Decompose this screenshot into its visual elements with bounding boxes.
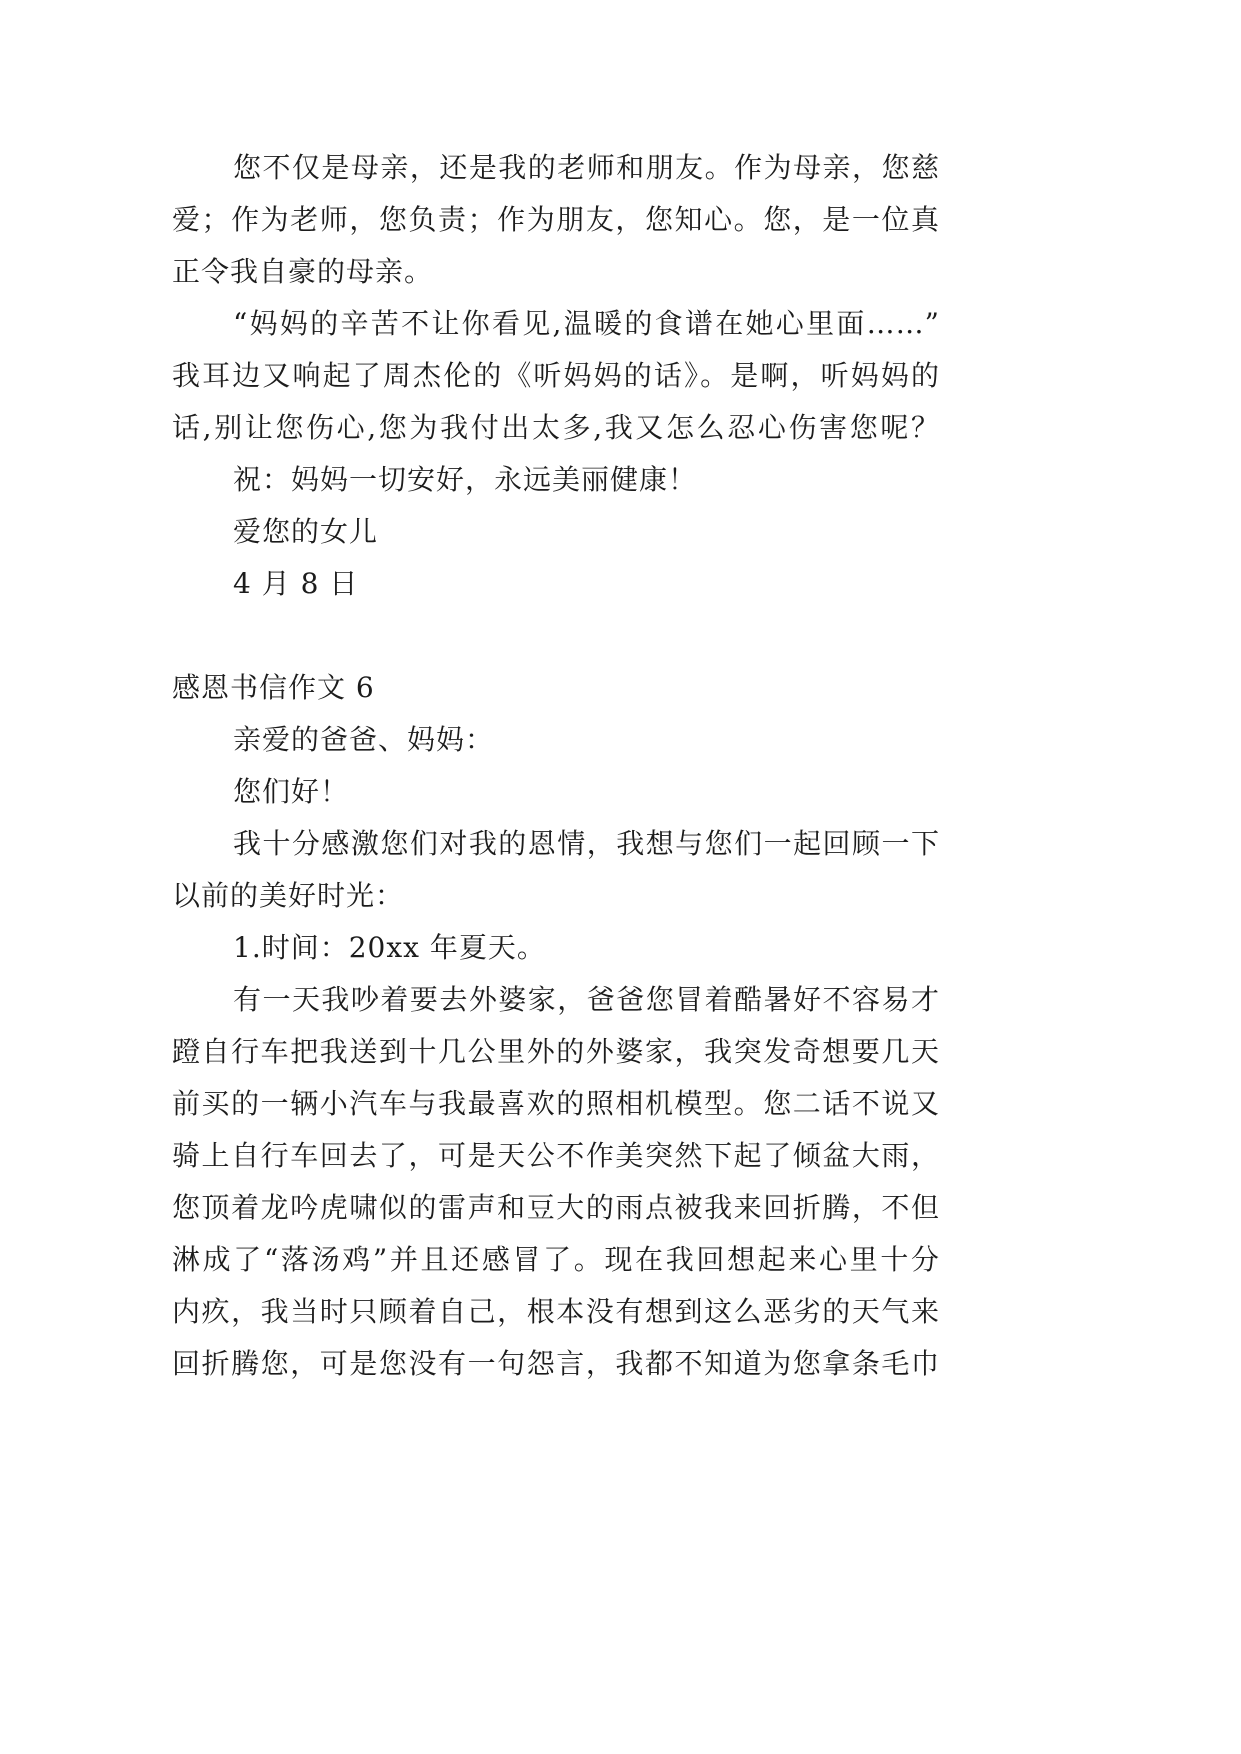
text-line: 您顶着龙吟虎啸似的雷声和豆大的雨点被我来回折腾，不但 [172, 1191, 940, 1224]
text-line: 蹬自行车把我送到十几公里外的外婆家，我突发奇想要几天 [172, 1035, 940, 1068]
list-item-1: 1.时间：20xx 年夏天。 [233, 931, 546, 964]
text-line: 我十分感激您们对我的恩情，我想与您们一起回顾一下 [233, 827, 940, 860]
blank-line [172, 610, 940, 662]
text-line: 爱；作为老师，您负责；作为朋友，您知心。您，是一位真 [172, 203, 940, 236]
text-line: 话,别让您伤心,您为我付出太多,我又怎么忍心伤害您呢？ [172, 411, 940, 444]
text-line: 正令我自豪的母亲。 [172, 255, 434, 288]
text-line: 内疚，我当时只顾着自己，根本没有想到这么恶劣的天气来 [172, 1295, 940, 1328]
text-line: “妈妈的辛苦不让你看见,温暖的食谱在她心里面……” [233, 307, 940, 340]
text-line: 有一天我吵着要去外婆家，爸爸您冒着酷暑好不容易才 [233, 983, 940, 1016]
text-line: 淋成了“落汤鸡”并且还感冒了。现在我回想起来心里十分 [172, 1243, 940, 1276]
text-line: 回折腾您，可是您没有一句怨言，我都不知道为您拿条毛巾 [172, 1347, 940, 1380]
text-line: 您不仅是母亲，还是我的老师和朋友。作为母亲，您慈 [233, 151, 940, 184]
paragraph-gratitude [172, 818, 940, 922]
salutation: 亲爱的爸爸、妈妈： [233, 723, 495, 756]
text-line: 我耳边又响起了周杰伦的《听妈妈的话》。是啊，听妈妈的 [172, 359, 940, 392]
letter-date: 4 月 8 日 [233, 567, 359, 600]
greeting: 您们好！ [233, 775, 350, 808]
text-line: 以前的美好时光： [172, 879, 405, 912]
text-line: 前买的一辆小汽车与我最喜欢的照相机模型。您二话不说又 [172, 1087, 940, 1120]
signature: 爱您的女儿 [233, 515, 379, 548]
paragraph-mother-roles [172, 142, 940, 298]
section-title: 感恩书信作文 6 [172, 671, 375, 704]
closing-wish: 祝：妈妈一切安好，永远美丽健康！ [233, 463, 698, 496]
paragraph-song-quote [172, 298, 940, 454]
document-body [172, 142, 940, 1390]
paragraph-summer-story [172, 974, 940, 1390]
text-line: 骑上自行车回去了，可是天公不作美突然下起了倾盆大雨， [172, 1139, 940, 1172]
